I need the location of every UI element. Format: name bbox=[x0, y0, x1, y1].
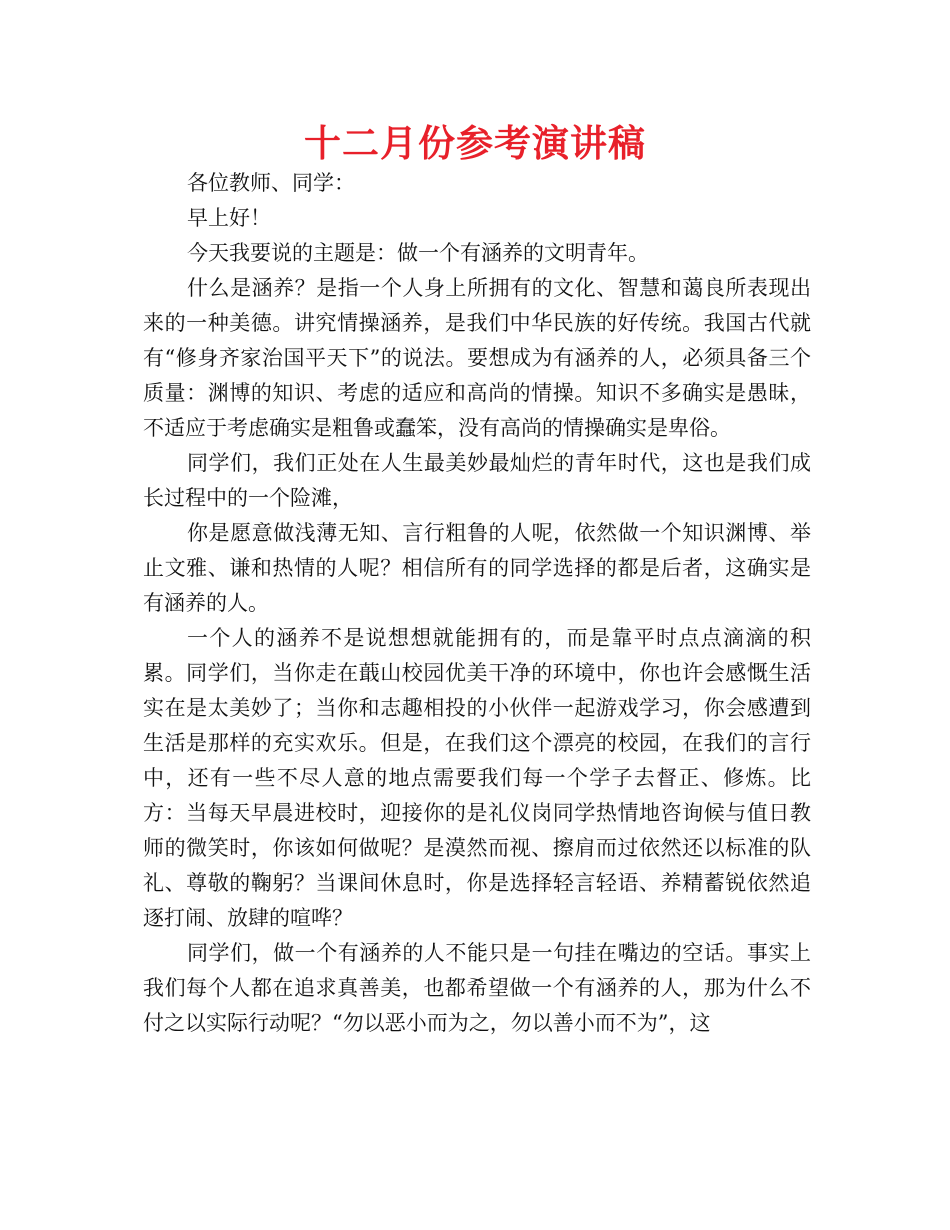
paragraph-topic: 今天我要说的主题是：做一个有涵养的文明青年。 bbox=[187, 241, 649, 265]
document-body bbox=[143, 166, 811, 1041]
paragraph-action: 同学们，做一个有涵养的人不能只是一句挂在嘴边的空话。事实上我们每个人都在追求真善美，也都希望做一个有涵养的人，那为什么不付之以实际行动呢？“勿以恶小而为之，勿以善小而不为”，这 bbox=[143, 941, 811, 1035]
paragraph-definition: 什么是涵养？是指一个人身上所拥有的文化、智慧和蔼良所表现出来的一种美德。讲究情操涵养，是我们中华民族的好传统。我国古代就有“修身齐家治国平天下”的说法。要想成为有涵养的人，必须具备三个质量：渊博的知识、考虑的适应和高尚的情操。知识不多确实是愚昧，不适应于考虑确实是粗鲁或蠢笨，没有高尚的情操确实是卑俗。 bbox=[143, 276, 811, 440]
paragraph-greeting: 早上好！ bbox=[187, 206, 271, 230]
paragraph-choice: 你是愿意做浅薄无知、言行粗鲁的人呢，依然做一个知识渊博、举止文雅、谦和热情的人呢？相信所有的同学选择的都是后者，这确实是有涵养的人。 bbox=[143, 521, 811, 615]
paragraph-youth: 同学们，我们正处在人生最美妙最灿烂的青年时代，这也是我们成长过程中的一个险滩， bbox=[143, 451, 811, 510]
paragraph-accumulation: 一个人的涵养不是说想想就能拥有的，而是靠平时点点滴滴的积累。同学们，当你走在蕺山校园优美干净的环境中，你也许会感慨生活实在是太美妙了；当你和志趣相投的小伙伴一起游戏学习，你会感遭到生活是那样的充实欢乐。但是，在我们这个漂亮的校园，在我们的言行中，还有一些不尽人意的地点需要我们每一个学子去督正、修炼。比方：当每天早晨进校时，迎接你的是礼仪岗同学热情地咨询候与值日教师的微笑时，你该如何做呢？是漠然而视、擦肩而过依然还以标准的队礼、尊敬的鞠躬？当课间休息时，你是选择轻言轻语、养精蓄锐依然追逐打闹、放肆的喧哗？ bbox=[143, 626, 811, 930]
document-title: 十二月份参考演讲稿 bbox=[304, 122, 646, 165]
paragraph-salutation: 各位教师、同学： bbox=[187, 171, 355, 195]
